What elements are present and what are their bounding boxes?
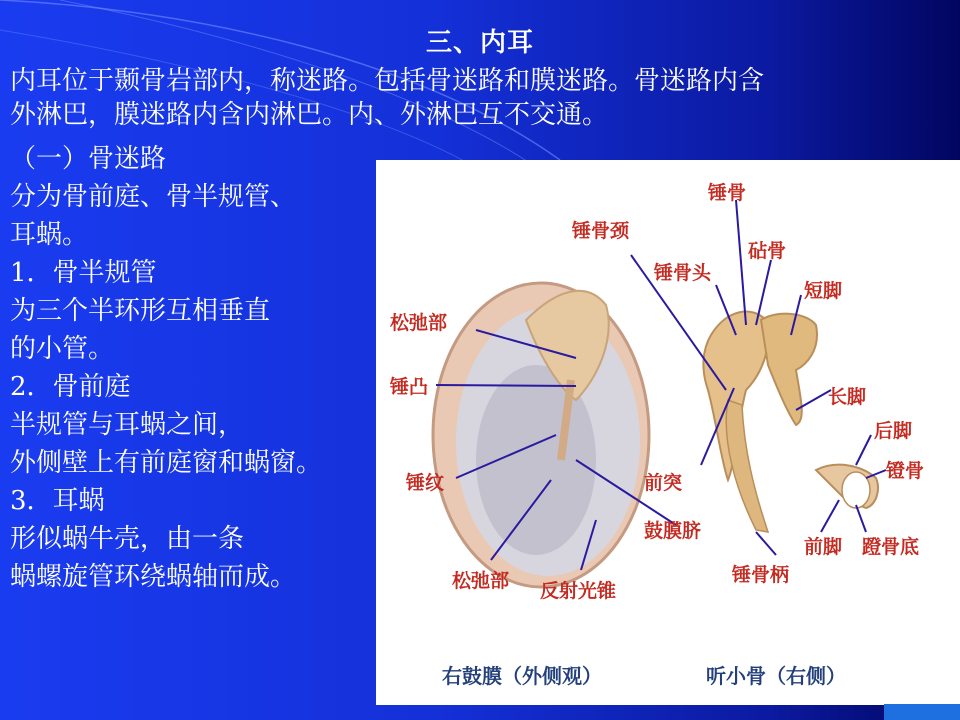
label-malleus-head: 锤骨头: [654, 262, 712, 284]
incus: [761, 314, 817, 425]
label-malleus: 锤骨: [708, 182, 747, 204]
ear-illustration: [376, 160, 960, 705]
bony-labyrinth-text: [10, 140, 380, 596]
text-line: 耳蜗。: [10, 220, 89, 250]
text-line: 半规管与耳蜗之间，: [10, 410, 245, 440]
section-heading: （一）骨迷路: [10, 144, 167, 174]
label-stapes: 镫骨: [886, 460, 925, 482]
intro-line-2: 外淋巴，膜迷路内含内淋巴。内、外淋巴互不交通。: [10, 100, 609, 130]
label-incus: 砧骨: [748, 240, 787, 262]
caption-ossicles: 听小骨（右侧）: [706, 664, 846, 688]
label-malleolar-prominence: 锤凸: [390, 376, 429, 398]
ear-anatomy-figure: [376, 160, 960, 705]
label-malleus-handle: 锤骨柄: [732, 564, 790, 586]
label-long-process: 长脚: [828, 386, 867, 408]
label-posterior-crus: 后脚: [874, 420, 913, 442]
label-malleus-neck: 锤骨颈: [572, 220, 630, 242]
label-anterior-process: 前突: [644, 472, 683, 494]
subheading-cochlea: 3．耳蜗: [10, 486, 105, 516]
subheading-semicircular-canals: 1．骨半规管: [10, 258, 157, 288]
malleus-handle: [726, 400, 768, 532]
label-pars-flaccida-bottom: 松弛部: [452, 570, 510, 592]
label-stapes-base: 蹬骨底: [862, 536, 920, 558]
text-line: 外侧壁上有前庭窗和蜗窗。: [10, 448, 323, 478]
text-line: 形似蜗牛壳，由一条: [10, 524, 245, 554]
label-pars-flaccida-top: 松弛部: [390, 312, 448, 334]
corner-decoration: [884, 704, 960, 720]
text-line: 为三个半环形互相垂直: [10, 296, 271, 326]
text-line: 的小管。: [10, 334, 115, 364]
label-short-process: 短脚: [804, 280, 843, 302]
label-umbo: 鼓膜脐: [644, 520, 702, 542]
label-malleolar-stria: 锤纹: [406, 472, 445, 494]
intro-paragraph: [10, 64, 950, 132]
text-line: 蜗螺旋管环绕蜗轴而成。: [10, 562, 297, 592]
slide-title: 三、内耳: [425, 28, 534, 58]
text-line: 分为骨前庭、骨半规管、: [10, 182, 297, 212]
subheading-vestibule: 2．骨前庭: [10, 372, 131, 402]
label-anterior-crus: 前脚: [804, 536, 843, 558]
caption-tympanic-membrane: 右鼓膜（外侧观）: [442, 664, 602, 688]
label-cone-of-light: 反射光锥: [540, 580, 617, 602]
intro-line-1: 内耳位于颞骨岩部内，称迷路。包括骨迷路和膜迷路。骨迷路内含: [10, 66, 765, 96]
